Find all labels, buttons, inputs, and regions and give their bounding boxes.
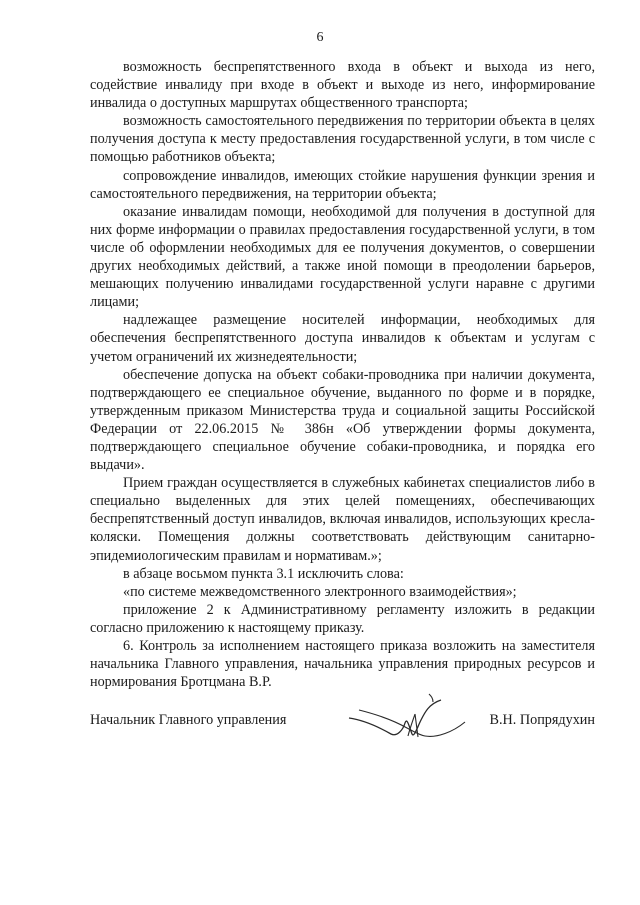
paragraph: возможность беспрепятственного входа в объект и выхода из него, содействие инвалиду при входе в объект и выходе из него, информирование инвалида о доступных маршрутах общественного транспорта;: [90, 59, 595, 112]
paragraph: приложение 2 к Административному регламенту изложить в редакции согласно приложению к настоящему приказу.: [90, 601, 595, 636]
signatory-position: Начальник Главного управления: [90, 712, 287, 728]
paragraph: 6. Контроль за исполнением настоящего приказа возложить на заместителя начальника Главного управления, начальника управления природных ресурсов и нормирования Бротцмана В.Р.: [90, 638, 595, 691]
paragraph: «по системе межведомственного электронного взаимодействия»;: [123, 583, 517, 600]
paragraph: сопровождение инвалидов, имеющих стойкие нарушения функции зрения и самостоятельного передвижения, на территории объекта;: [90, 167, 595, 202]
paragraph: в абзаце восьмом пункта 3.1 исключить слова:: [123, 565, 404, 582]
paragraph: обеспечение допуска на объект собаки-проводника при наличии документа, подтверждающего ее специальное обучение, выданного по форме и в порядке, утвержденным приказом Министерства труда и социальной защиты Российской Федерации от 22.06.2015 № 386н «Об утверждении формы документа, подтверждающего специальное обучение собаки-проводника, и порядка его выдачи».: [90, 366, 595, 474]
paragraph: Прием граждан осуществляется в служебных кабинетах специалистов либо в специально выделенных для этих целей помещениях, обеспечивающих беспрепятственный доступ инвалидов, включая инвалидов, использующих кресла-коляски. Помещения должны соответствовать действующим санитарно-эпидемиологическим правилам и нормативам.»;: [90, 475, 595, 564]
handwritten-signature-icon: [345, 690, 470, 745]
paragraph: оказание инвалидам помощи, необходимой для получения в доступной для них форме информации о правилах предоставления государственной услуги, в том числе об оформлении необходимых для ее получения документов, о совершении других необходимых действий, а также иной помощи в преодолении барьеров, мешающих получению инвалидами государственной услуги наравне с другими лицами;: [90, 203, 595, 311]
signatory-name: В.Н. Попрядухин: [489, 712, 595, 728]
paragraph: возможность самостоятельного передвижения по территории объекта в целях получения доступа к месту предоставления государственной услуги, в том числе с помощью работников объекта;: [90, 113, 595, 166]
document-body: [90, 58, 595, 691]
paragraph: надлежащее размещение носителей информации, необходимых для обеспечения беспрепятственного доступа инвалидов к объектам и услугам с учетом ограничений их жизнедеятельности;: [90, 312, 595, 365]
page-number: 6: [316, 30, 324, 45]
